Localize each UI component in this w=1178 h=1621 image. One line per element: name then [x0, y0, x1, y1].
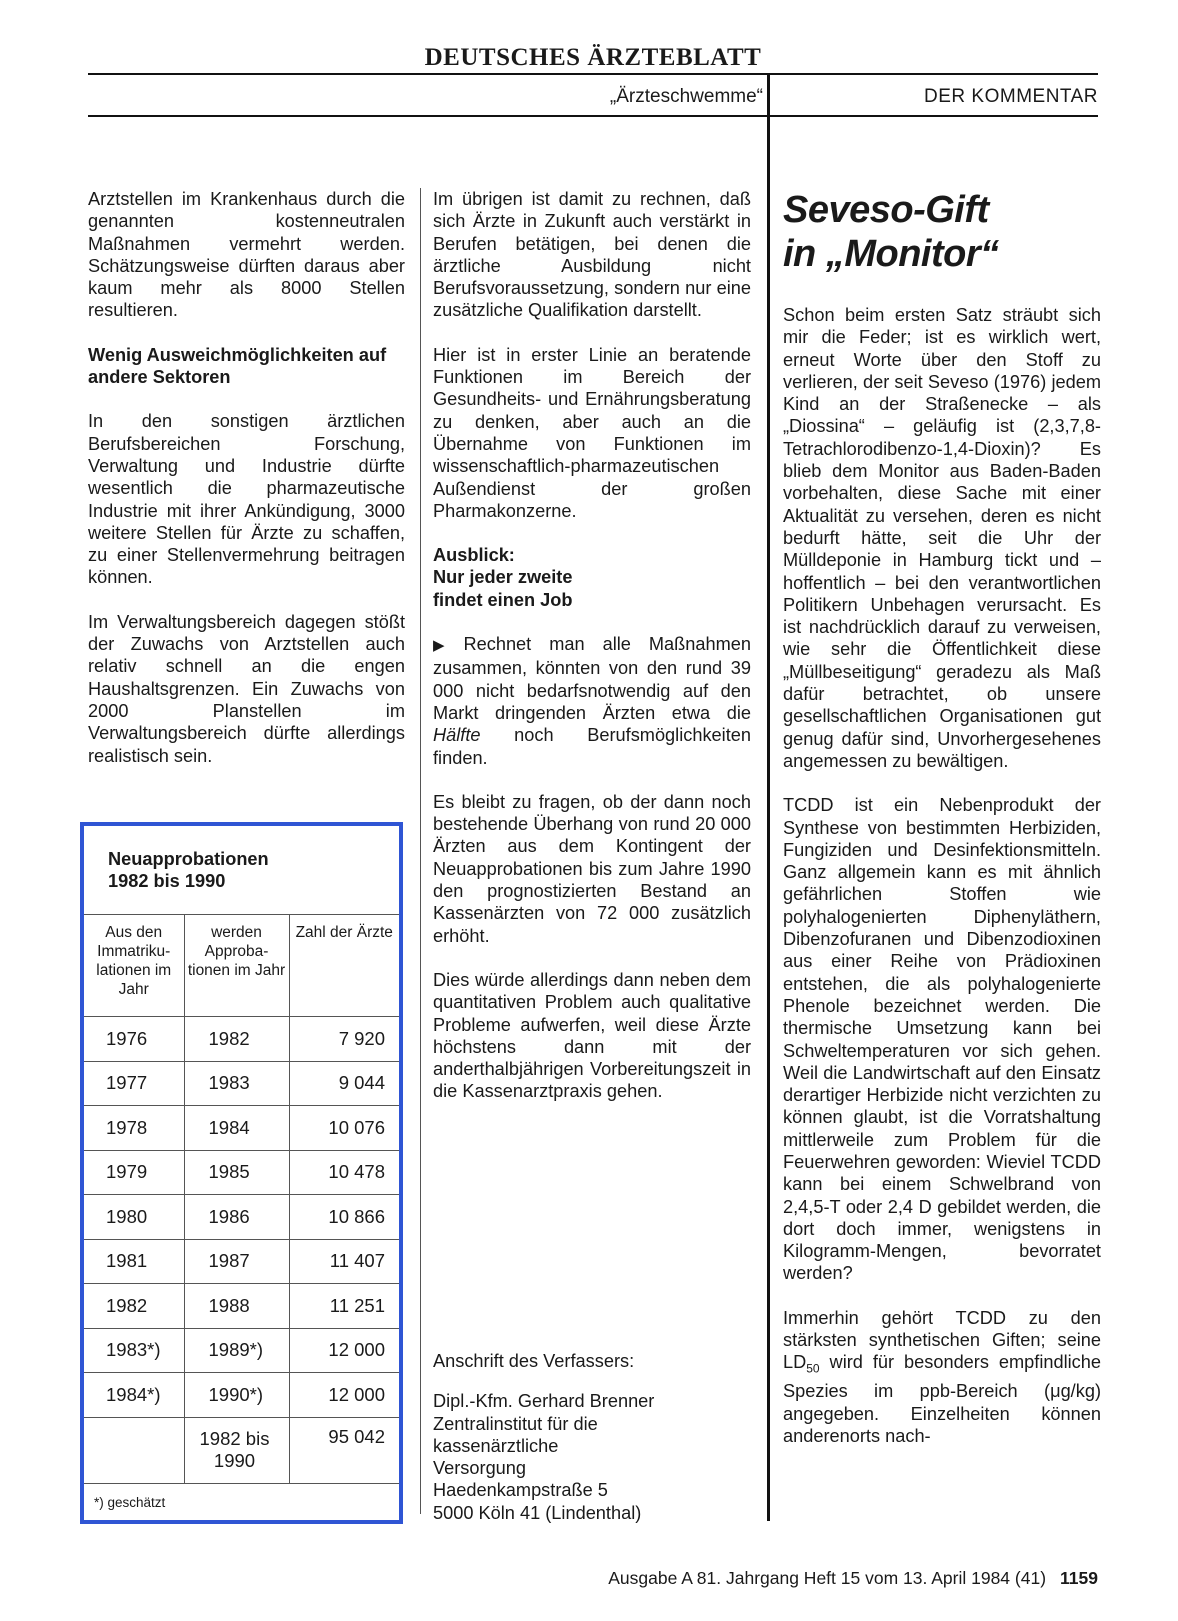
cell-immatrikulation-year: 1979 [106, 1161, 148, 1183]
col2-paragraph-3-text-a: Rechnet man alle Maßnahmen zusammen, könnten von den rund 39 000 nicht bedarfsnotwendig auf den Markt dringenden Ärzten etwa die [433, 634, 751, 723]
col2-paragraph-3 [433, 633, 751, 769]
table-row [84, 1328, 399, 1373]
header-approbationen: werden Approba-tionen im Jahr [184, 915, 289, 1017]
table-footnote-row [84, 1483, 399, 1521]
table-row [84, 1150, 399, 1195]
header-rule-bottom [88, 115, 1098, 117]
cell-immatrikulation-year: 1984*) [106, 1383, 161, 1405]
col3-paragraph-3-text-b: wird für besonders empfindliche Spezies im ppb-Bereich (μg/kg) angegeben. Einzelheiten können anderenorts nach- [783, 1352, 1101, 1446]
commentary-title-line-2: in „Monitor“ [783, 233, 999, 275]
cell-total-period [184, 1417, 289, 1483]
triangle-bullet-icon: ▶ [433, 637, 458, 655]
col2-paragraph-5: Dies würde allerdings dann neben dem quantitativen Problem auch qualitative Probleme aufwerfen, weil diese Ärzte höchstens dann mit der anderthalbjährigen Vorbereitungszeit in die Kassenarztpraxis gehen. [433, 969, 751, 1102]
cell-immatrikulation-year: 1981 [106, 1250, 148, 1272]
cell-count: 11 407 [289, 1239, 399, 1284]
cell-approbation-year: 1983 [184, 1061, 289, 1106]
cell-immatrikulation-year: 1978 [106, 1116, 148, 1138]
total-period-line-2: 1990 [213, 1450, 256, 1471]
address-line-4: Versorgung [433, 1458, 527, 1479]
issue-info: Ausgabe A 81. Jahrgang Heft 15 vom 13. April 1984 (41) [608, 1568, 1047, 1588]
col2-paragraph-1: Im übrigen ist damit zu rechnen, daß sich Ärzte in Zukunft auch verstärkt in Berufen betätigen, bei denen die ärztliche Ausbildung nicht Berufsvoraussetzung, sondern nur eine zusätzliche Qualifikation darstellt. [433, 189, 751, 321]
cell-immatrikulation-year: 1980 [106, 1205, 148, 1227]
cell-approbation-year: 1982 [184, 1017, 289, 1062]
ld-subscript: 50 [806, 1362, 820, 1376]
col1-paragraph-3: Im Verwaltungsbereich dagegen stößt der Zuwachs von Arztstellen auch relativ schnell an die engen Haushaltsgrenzen. Ein Zuwachs von 2000 Planstellen im Verwaltungsbereich dürfte allerdings realistisch sein. [88, 611, 405, 766]
cell-count: 10 478 [289, 1150, 399, 1195]
col2-heading [433, 544, 751, 611]
header-zahl-der-aerzte: Zahl der Ärzte [289, 915, 399, 1017]
column-1 [88, 188, 405, 789]
table-row [84, 1284, 399, 1329]
col2-heading-line-1: Ausblick: [433, 545, 515, 566]
cell-total-value: 95 042 [289, 1417, 399, 1483]
header-immatrikulationen: Aus den Immatriku-lationen im Jahr [96, 924, 172, 998]
column-separator-1 [420, 188, 421, 1514]
col1-paragraph-2: In den sonstigen ärztlichen Berufsbereichen Forschung, Verwaltung und Industrie dürfte wesentlich die pharmazeutische Industrie mit ihrer Ankündigung, 3000 weitere Stellen für Ärzte zu schaffen, zu einer Stellenvermehrung beitragen können. [88, 411, 405, 588]
table-row [84, 1239, 399, 1284]
table-row [84, 1373, 399, 1418]
masthead: DEUTSCHES ÄRZTEBLATT [424, 44, 762, 71]
column-2 [433, 188, 751, 1125]
col2-paragraph-3-text-b: noch Berufsmöglichkeiten finden. [433, 725, 751, 768]
col2-paragraph-4: Es bleibt zu fragen, ob der dann noch bestehende Überhang von rund 20 000 Ärzten aus dem Kontingent der Neuapprobationen bis zum Jahre 1990 den prognostizierten Bestand an Kassenärzten von 72 000 zusätzlich erhöht. [433, 791, 751, 946]
cell-immatrikulation-year: 1977 [106, 1072, 148, 1094]
cell-count: 9 044 [289, 1061, 399, 1106]
address-line-2: Zentralinstitut für die [433, 1413, 598, 1434]
col2-heading-line-2: Nur jeder zweite [433, 567, 573, 588]
table-title [108, 848, 269, 892]
table-total-row [84, 1417, 399, 1483]
neuapprobationen-table [84, 914, 399, 1521]
cell-count: 7 920 [289, 1017, 399, 1062]
cell-count: 10 076 [289, 1106, 399, 1151]
cell-approbation-year: 1988 [184, 1284, 289, 1329]
cell-approbation-year: 1984 [184, 1106, 289, 1151]
topic-label: „Ärzteschwemme“ [609, 86, 763, 107]
col3-paragraph-1: Schon beim ersten Satz sträubt sich mir die Feder; ist es wirklich wert, erneut Worte über den Stoff zu verlieren, der seit Seveso (1976) jedem Kind an der Straßenecke – als „Diossina“ – geläufig ist (2,3,7,8-Tetrachlorodibenzo-1,4-Dioxin)? Es blieb dem Monitor aus Baden-Baden vorbehalten, diese Sache mit einer Aktualität zu versehen, deren es nicht bedurft hätte, seit die Uhr der Mülldeponie in Hamburg tickt und – hoffentlich – bei den verantwortlichen Politikern Unbehagen verursacht. Es ist nachdrücklich darauf zu verweisen, wie sehr die Öffentlichkeit diese „Müllbeseitigung“ geradezu als Maß dafür betrachtet, ob unsere gesellschaftlichen Organisationen gut genug dafür sind, Unvorhergesehenes angemessen zu bewältigen. [783, 305, 1101, 771]
commentary-divider [767, 73, 770, 1521]
cell-immatrikulation-year: 1982 [106, 1294, 148, 1316]
col2-heading-line-3: findet einen Job [433, 589, 573, 610]
address-line-6: 5000 Köln 41 (Lindenthal) [433, 1502, 642, 1523]
col3-paragraph-2: TCDD ist ein Nebenprodukt der Synthese von bestimmten Herbiziden, Fungiziden und Desinfektionsmitteln. Ganz allgemein kann es mit ähnlich gefährlichen Stoffen wie polyhalogenierten Diphenyläthern, Dibenzofuranen und Dibenzodioxinen aus einer Reihe von Prädioxinen entstehen, die als polyhalogenierte Phenole bezeichnet werden. Die thermische Umsetzung kann bei Schweltemperaturen vor sich gehen. Weil die Landwirtschaft auf den Einsatz derartiger Herbizide nicht verzichten zu können glaubt, ist die Vorratshaltung mittlerweile zum Problem für die Feuerwehren geworden: Wieviel TCDD kann bei einem Schwelbrand von 2,4,5-T oder 2,4 D gebildet werden, die dort doch immer, wenigstens in Kilogramm-Mengen, bevorratet werden? [783, 795, 1101, 1284]
commentary-title [783, 188, 1101, 276]
address-line-1: Dipl.-Kfm. Gerhard Brenner [433, 1391, 655, 1412]
cell-count: 11 251 [289, 1284, 399, 1329]
cell-approbation-year: 1987 [184, 1239, 289, 1284]
col3-paragraph-3 [783, 1307, 1101, 1447]
page-footer [300, 1568, 1098, 1589]
address-line-3: kassenärztliche [433, 1435, 559, 1456]
col1-paragraph-1: Arztstellen im Krankenhaus durch die genannten kostenneutralen Maßnahmen vermehrt werden. Schätzungsweise dürften daraus aber kaum mehr als 8000 Stellen resultieren. [88, 189, 405, 321]
table-footnote: *) geschätzt [94, 1494, 166, 1510]
neuapprobationen-table-box [80, 822, 403, 1524]
commentary-title-line-1: Seveso-Gift [783, 189, 989, 231]
cell-immatrikulation-year: 1976 [106, 1027, 148, 1049]
col3-paragraph-3-text-a: Immerhin gehört TCDD zu den stärksten synthetischen Giften; seine LD [783, 1307, 1101, 1373]
table-title-line-1: Neuapprobationen [108, 849, 269, 869]
author-address [433, 1350, 753, 1524]
cell-approbation-year: 1989*) [184, 1328, 289, 1373]
column-3-commentary [783, 188, 1101, 1447]
table-row [84, 1195, 399, 1240]
col2-paragraph-3-emphasis: Hälfte [433, 725, 481, 746]
page-number: 1159 [1060, 1568, 1098, 1588]
cell-count: 12 000 [289, 1373, 399, 1418]
table-row [84, 1017, 399, 1062]
total-period-line-1: 1982 bis [199, 1428, 270, 1449]
section-label: DER KOMMENTAR [924, 86, 1098, 107]
table-title-line-2: 1982 bis 1990 [108, 871, 226, 891]
cell-immatrikulation-year: 1983*) [106, 1339, 161, 1361]
col1-heading: Wenig Ausweichmöglichkeiten auf andere Sektoren [88, 344, 387, 388]
address-label: Anschrift des Verfassers: [433, 1351, 635, 1371]
table-header-row [84, 915, 399, 1017]
address-line-5: Haedenkampstraße 5 [433, 1480, 608, 1501]
col2-paragraph-2: Hier ist in erster Linie an beratende Funktionen im Bereich der Gesundheits- und Ernährungsberatung zu denken, aber auch an die Übernahme von Funktionen im wissenschaftlich-pharmazeutischen Außendienst der großen Pharmakonzerne. [433, 344, 751, 521]
header-rule-top [88, 73, 1098, 75]
cell-approbation-year: 1990*) [184, 1373, 289, 1418]
cell-count: 12 000 [289, 1328, 399, 1373]
cell-approbation-year: 1986 [184, 1195, 289, 1240]
table-row [84, 1061, 399, 1106]
table-row [84, 1106, 399, 1151]
cell-approbation-year: 1985 [184, 1150, 289, 1195]
cell-count: 10 866 [289, 1195, 399, 1240]
cell-empty [84, 1417, 184, 1483]
